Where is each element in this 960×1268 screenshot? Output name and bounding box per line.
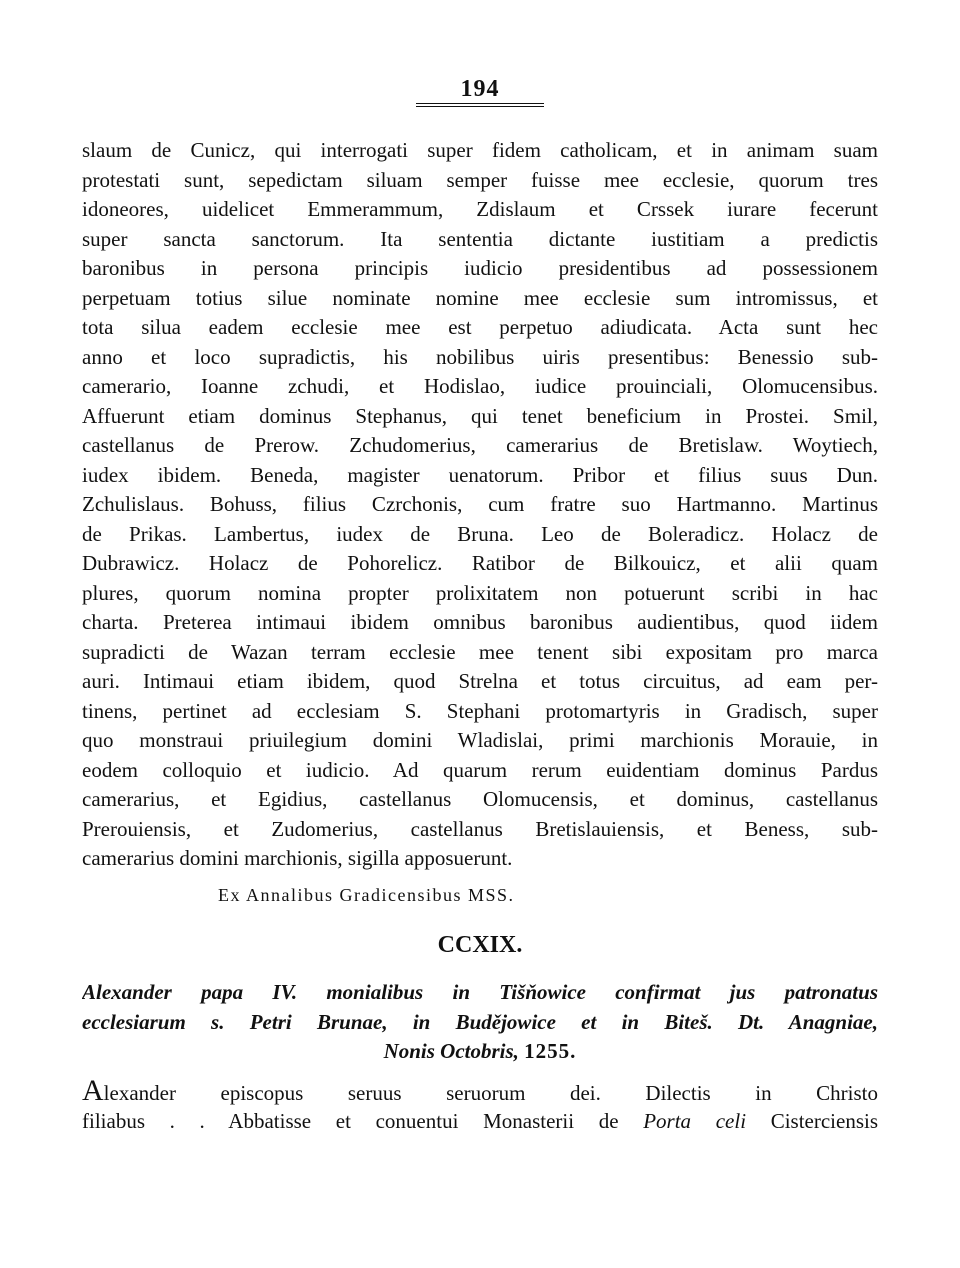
text-line: de Prikas. Lambertus, iudex de Bruna. Leo de Boleradicz. Holacz de [82, 521, 878, 546]
summary-line: ecclesiarum s. Petri Brunae, in Budějowice et in Biteš. Dt. Anagniae, [82, 1009, 878, 1034]
text-line: camerarius, et Egidius, castellanus Olomucensis, et dominus, castellanus [82, 787, 878, 811]
text-line: quo monstraui priuilegium domini Wladislai, primi marchionis Morauie, in [82, 728, 878, 752]
document-number: CCXIX. [437, 932, 523, 958]
page-number: 194 [460, 76, 500, 102]
text-line: Zchulislaus. Bohuss, filius Czrchonis, cum fratre suo Hartmanno. Martinus [82, 492, 878, 516]
text-line: castellanus de Prerow. Zchudomerius, camerarius de Bretislaw. Woytiech, [82, 433, 878, 457]
text-line: eodem colloquio et iudicio. Ad quarum rerum euidentiam dominus Pardus [82, 757, 878, 782]
text-line: super sancta sanctorum. Ita sententia dictante iustitiam a predictis [82, 226, 878, 251]
text-line: Affuerunt etiam dominus Stephanus, qui tenet beneficium in Prostei. Smil, [82, 403, 878, 428]
summary-year: 1255. [524, 1039, 577, 1063]
summary-date-line [82, 1037, 878, 1067]
source-note: Ex Annalibus Gradicensibus MSS. [218, 885, 515, 905]
text-line: charta. Preterea intimaui ibidem omnibus baronibus audientibus, quod iidem [82, 610, 878, 634]
body-line-text: filiabus . . Abbatisse et conuentui Monasterii de [82, 1109, 619, 1133]
page-number-rule [416, 103, 544, 107]
text-line: camerarius domini marchionis, sigilla apposuerunt. [82, 846, 513, 870]
text-line: anno et loco supradictis, his nobilibus uiris presentibus: Benessio sub- [82, 344, 878, 369]
body-line [82, 1106, 878, 1136]
text-line: auri. Intimaui etiam ibidem, quod Strelna et totus circuitus, ad eam per- [82, 669, 878, 693]
body-line [82, 1076, 878, 1106]
initial-letter: A [82, 1076, 104, 1106]
body-place-name: Porta celi [643, 1109, 747, 1133]
text-line: Dubrawicz. Holacz de Pohorelicz. Ratibor de Bilkouicz, et alii quam [82, 551, 878, 575]
text-line: Prerouiensis, et Zudomerius, castellanus Bretislauiensis, et Beness, sub- [82, 816, 878, 841]
summary-line: Alexander papa IV. monialibus in Tišňowice confirmat jus patronatus [82, 980, 878, 1004]
text-line: iudex ibidem. Beneda, magister uenatorum. Pribor et filius suus Dun. [82, 462, 878, 487]
text-line: idoneores, uidelicet Emmerammum, Zdislaum et Crssek iurare fecerunt [82, 197, 878, 221]
text-line: camerario, Ioanne zchudi, et Hodislao, iudice prouinciali, Olomucensibus. [82, 374, 878, 398]
text-line: tota silua eadem ecclesie mee est perpetuo adiudicata. Acta sunt hec [82, 315, 878, 339]
text-line: perpetuam totius silue nominate nomine mee ecclesie sum intromissus, et [82, 285, 878, 310]
document-summary [82, 978, 878, 1067]
document-body [82, 1076, 878, 1136]
text-line: plures, quorum nomina propter prolixitatem non potuerunt scribi in hac [82, 580, 878, 605]
text-line: slaum de Cunicz, qui interrogati super fidem catholicam, et in animam suam [82, 138, 878, 162]
text-line: baronibus in persona principis iudicio presidentibus ad possessionem [82, 256, 878, 280]
text-line: protestati sunt, sepedictam siluam semper fuisse mee ecclesie, quorum tres [82, 167, 878, 192]
body-line-text: Cisterciensis [770, 1109, 878, 1133]
main-text-block [82, 136, 878, 874]
summary-date: Nonis Octobris, [383, 1039, 519, 1063]
text-line: tinens, pertinet ad ecclesiam S. Stephani protomartyris in Gradisch, super [82, 698, 878, 723]
body-line-text: lexander episcopus seruus seruorum dei. Dilectis in Christo [103, 1081, 878, 1105]
text-line: supradicti de Wazan terram ecclesie mee tenent sibi expositam pro marca [82, 639, 878, 664]
